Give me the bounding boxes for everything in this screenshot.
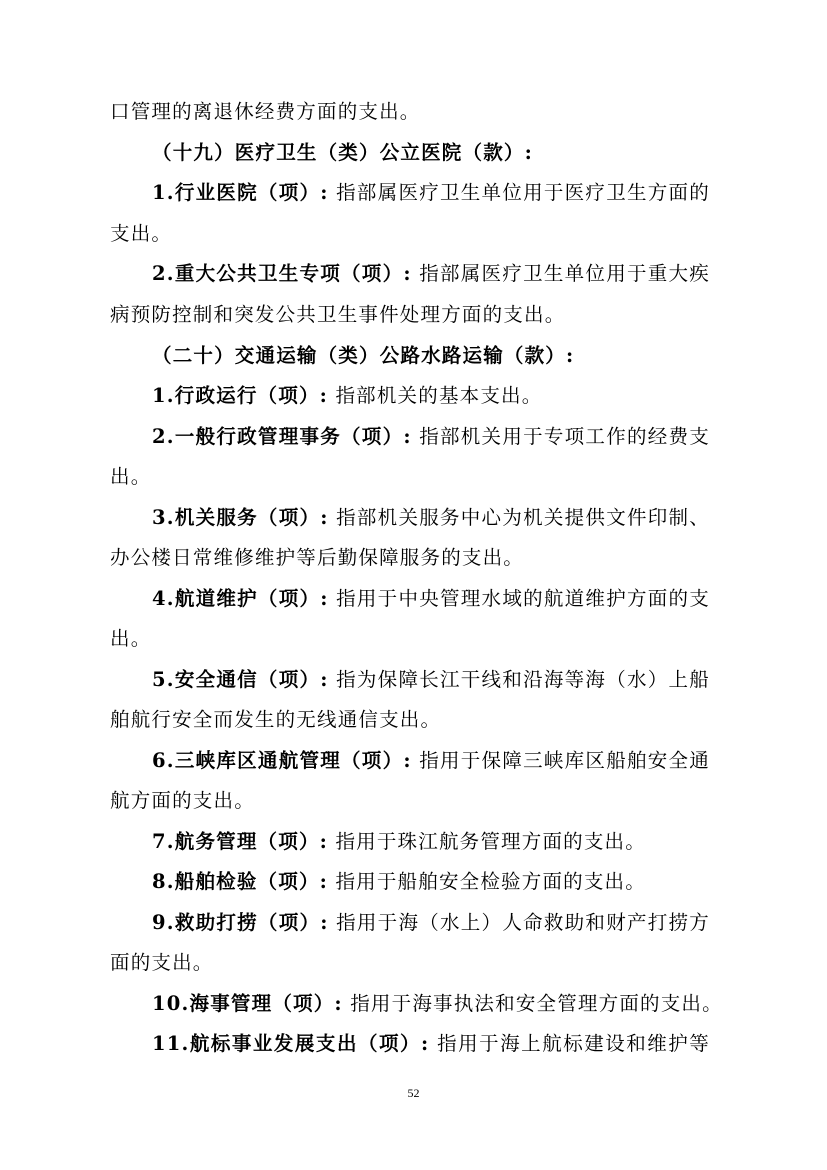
text-line-17 bbox=[152, 746, 710, 776]
line-16-body: 舶航行安全而发生的无线通信支出。 bbox=[110, 708, 442, 731]
line-19-body: 指用于珠江航务管理方面的支出。 bbox=[328, 830, 646, 853]
line-24-body: 指用于海上航标建设和维护等 bbox=[429, 1032, 711, 1055]
line-8-head: 1.行政运行（项）: bbox=[152, 384, 329, 407]
line-17-body: 指用于保障三峡库区船舶安全通 bbox=[411, 749, 710, 772]
line-20-body: 指用于船舶安全检验方面的支出。 bbox=[328, 870, 646, 893]
line-11-body: 指部机关服务中心为机关提供文件印制、 bbox=[328, 506, 710, 529]
text-line-24 bbox=[152, 1029, 710, 1059]
line-5-head: 2.重大公共卫生专项（项）: bbox=[152, 262, 412, 285]
line-3-head: 1.行业医院（项）: bbox=[152, 181, 329, 204]
text-line-3 bbox=[152, 178, 710, 208]
line-12-body: 办公楼日常维修维护等后勤保障服务的支出。 bbox=[110, 546, 525, 569]
line-1-body: 口管理的离退休经费方面的支出。 bbox=[110, 100, 421, 123]
text-line-8 bbox=[152, 381, 710, 411]
line-9-head: 2.一般行政管理事务（项）: bbox=[152, 425, 412, 448]
line-15-body: 指为保障长江干线和沿海等海（水）上船 bbox=[328, 668, 710, 691]
text-line-6 bbox=[110, 300, 710, 330]
text-line-4 bbox=[110, 219, 710, 249]
line-14-body: 出。 bbox=[110, 627, 152, 650]
line-2-head: （十九）医疗卫生（类）公立医院（款）: bbox=[152, 141, 533, 164]
line-13-body: 指用于中央管理水域的航道维护方面的支 bbox=[328, 587, 710, 610]
text-line-5 bbox=[152, 259, 710, 289]
text-line-15 bbox=[152, 665, 710, 695]
text-line-9 bbox=[152, 422, 710, 452]
line-7-head: （二十）交通运输（类）公路水路运输（款）: bbox=[152, 344, 575, 367]
text-line-13 bbox=[152, 584, 710, 614]
line-23-body: 指用于海事执法和安全管理方面的支出。 bbox=[342, 992, 723, 1015]
text-line-10 bbox=[110, 462, 710, 492]
line-9-body: 指部机关用于专项工作的经费支 bbox=[411, 425, 710, 448]
text-line-23 bbox=[152, 989, 723, 1019]
line-23-head: 10.海事管理（项）: bbox=[152, 992, 343, 1015]
line-5-body: 指部属医疗卫生单位用于重大疾 bbox=[411, 262, 710, 285]
text-line-14 bbox=[110, 624, 710, 654]
line-21-head: 9.救助打捞（项）: bbox=[152, 911, 329, 934]
line-19-head: 7.航务管理（项）: bbox=[152, 830, 329, 853]
line-22-body: 面的支出。 bbox=[110, 951, 214, 974]
text-line-11 bbox=[152, 503, 710, 533]
text-line-22 bbox=[110, 948, 710, 978]
line-24-head: 11.航标事业发展支出（项）: bbox=[152, 1032, 430, 1055]
text-line-20 bbox=[152, 867, 710, 897]
line-17-head: 6.三峡库区通航管理（项）: bbox=[152, 749, 412, 772]
page-number: 52 bbox=[407, 1086, 420, 1100]
text-line-12 bbox=[110, 543, 710, 573]
line-18-body: 航方面的支出。 bbox=[110, 789, 255, 812]
section-heading-19 bbox=[152, 138, 710, 168]
line-20-head: 8.船舶检验（项）: bbox=[152, 870, 329, 893]
line-4-body: 支出。 bbox=[110, 222, 173, 245]
text-line-16 bbox=[110, 705, 710, 735]
text-line-1 bbox=[110, 97, 710, 127]
line-3-body: 指部属医疗卫生单位用于医疗卫生方面的 bbox=[328, 181, 710, 204]
line-8-body: 指部机关的基本支出。 bbox=[328, 384, 543, 407]
text-line-18 bbox=[110, 786, 710, 816]
line-11-head: 3.机关服务（项）: bbox=[152, 506, 329, 529]
line-21-body: 指用于海（水上）人命救助和财产打捞方 bbox=[328, 911, 710, 934]
line-15-head: 5.安全通信（项）: bbox=[152, 668, 329, 691]
line-10-body: 出。 bbox=[110, 465, 152, 488]
line-6-body: 病预防控制和突发公共卫生事件处理方面的支出。 bbox=[110, 303, 566, 326]
line-13-head: 4.航道维护（项）: bbox=[152, 587, 329, 610]
text-line-19 bbox=[152, 827, 710, 857]
section-heading-20 bbox=[152, 341, 710, 371]
text-line-21 bbox=[152, 908, 710, 938]
